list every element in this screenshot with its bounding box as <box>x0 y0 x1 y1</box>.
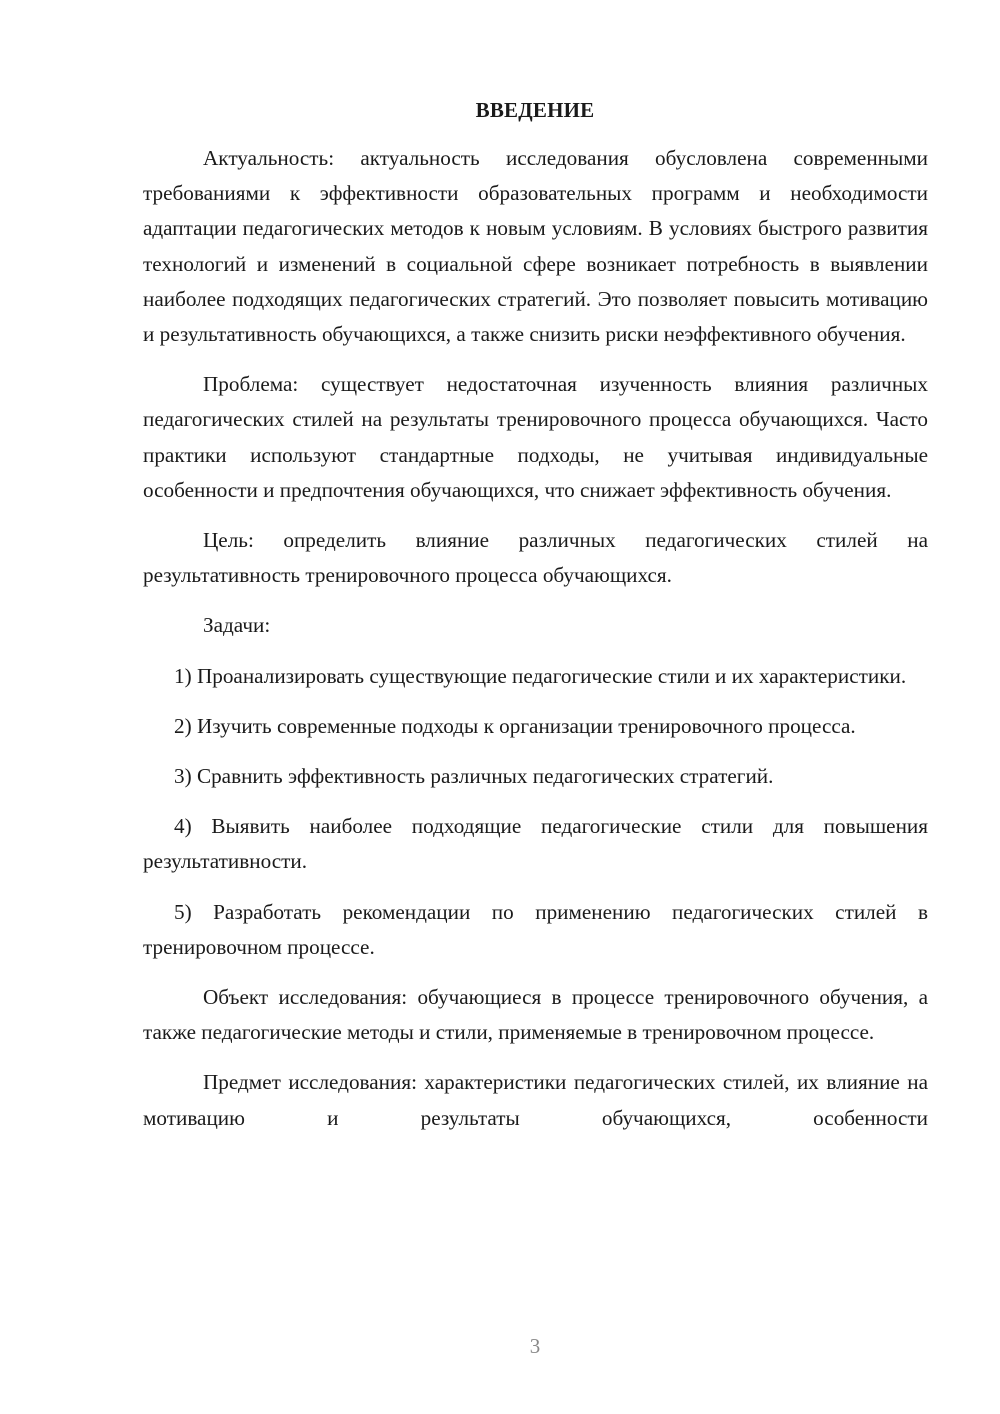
task-item-1: 1) Проанализировать существующие педагогические стили и их характеристики. <box>174 663 907 688</box>
task-item-4: 4) Выявить наиболее подходящие педагогические стили для повышения результативности. <box>143 814 928 874</box>
paragraph-relevance: Актуальность: актуальность исследования обусловлена современными требованиями к эффективности образовательных программ и необходимости адаптации педагогических методов к новым условиям. В условиях быстрого развития технологий и изменений в социальной сфере возникает потребность в выявлении наиболее подходящих педагогических стратегий. Это позволяет повысить мотивацию и результативность обучающихся, а также снизить риски неэффективного обучения. <box>143 146 928 347</box>
paragraph-goal: Цель: определить влияние различных педагогических стилей на результативность тренировочного процесса обучающихся. <box>143 528 928 588</box>
paragraph-object: Объект исследования: обучающиеся в процессе тренировочного обучения, а также педагогические методы и стили, применяемые в тренировочном процессе. <box>143 985 928 1045</box>
paragraph-problem: Проблема: существует недостаточная изученность влияния различных педагогических стилей на результаты тренировочного процесса обучающихся. Часто практики используют стандартные подходы, не учитывая индивидуальные особенности и предпочтения обучающихся, что снижает эффективность обучения. <box>143 372 928 502</box>
paragraph-subject: Предмет исследования: характеристики педагогических стилей, их влияние на мотивацию и результаты обучающихся, особенности <box>143 1070 928 1130</box>
task-item-2: 2) Изучить современные подходы к организации тренировочного процесса. <box>174 713 856 738</box>
tasks-heading: Задачи: <box>203 613 271 638</box>
task-item-3: 3) Сравнить эффективность различных педагогических стратегий. <box>174 764 774 789</box>
page-title: ВВЕДЕНИЕ <box>475 98 595 122</box>
page-number: 3 <box>529 1334 541 1358</box>
task-item-5: 5) Разработать рекомендации по применению педагогических стилей в тренировочном процессе. <box>143 899 928 959</box>
document-body <box>143 141 928 1136</box>
